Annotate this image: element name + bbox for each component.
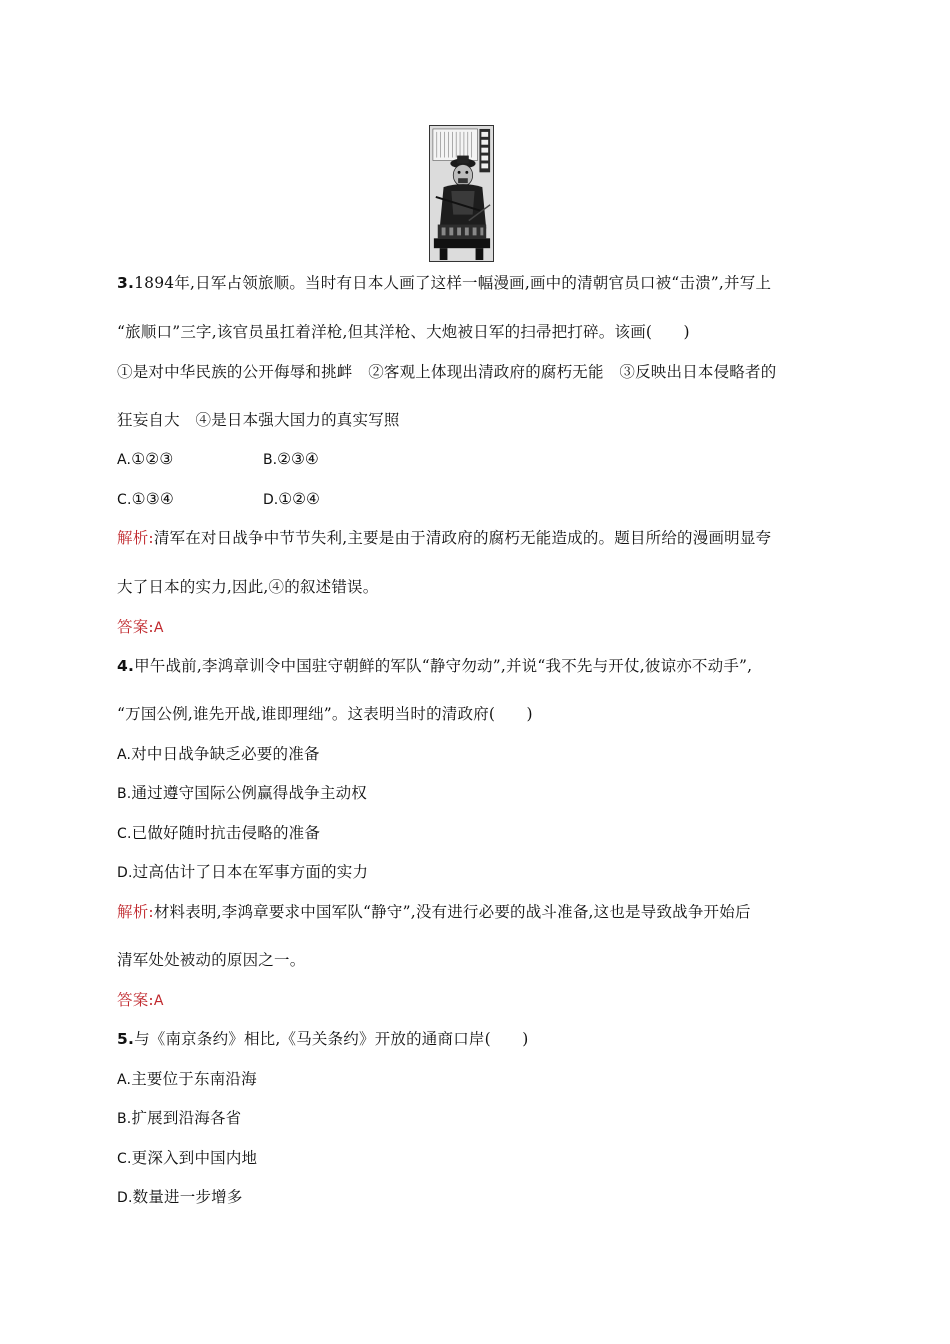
- q5-option-a: [117, 1069, 257, 1090]
- q3-stem-text1: 1894年,日军占领旅顺。当时有日本人画了这样一幅漫画,画中的清朝官员口被“击溃”,并写上: [134, 274, 772, 292]
- q4-stem-line2: “万国公例,谁先开战,谁即理绌”。这表明当时的清政府( ): [117, 705, 533, 723]
- q4-option-d-label: D.: [117, 865, 133, 881]
- q5-number: 5.: [117, 1030, 135, 1048]
- q5-option-b-text: 扩展到沿海各省: [131, 1109, 242, 1127]
- q3-option-d-label: D.: [263, 492, 279, 508]
- q3-option-d: [263, 489, 320, 510]
- q5-option-b: [117, 1108, 241, 1129]
- q5-option-c-text: 更深入到中国内地: [131, 1149, 258, 1167]
- q3-number: 3.: [117, 274, 135, 292]
- q4-option-d: [117, 862, 368, 883]
- q3-option-d-text: ①②④: [278, 490, 320, 508]
- q5-option-b-label: B.: [117, 1111, 132, 1127]
- q4-answer-value: A: [153, 993, 164, 1009]
- q4-option-b-label: B.: [117, 786, 132, 802]
- q3-stem-line1: [117, 273, 771, 293]
- q4-analysis-text1: 材料表明,李鸿章要求中国军队“静守”,没有进行必要的战斗准备,这也是导致战争开始后: [153, 903, 751, 921]
- q3-statements-line2: 狂妄自大 ④是日本强大国力的真实写照: [117, 411, 400, 429]
- q3-option-a-label: A.: [117, 452, 132, 468]
- q5-option-d-label: D.: [117, 1190, 133, 1206]
- q5-option-d-text: 数量进一步增多: [132, 1188, 243, 1206]
- q3-option-c-label: C.: [117, 492, 132, 508]
- q3-option-c-text: ①③④: [131, 490, 174, 508]
- q4-analysis-line2: 清军处处被动的原因之一。: [117, 951, 306, 969]
- q3-analysis-line1: [117, 528, 771, 548]
- q3-statements-line1: ①是对中华民族的公开侮辱和挑衅 ②客观上体现出清政府的腐朽无能 ③反映出日本侵略者的: [117, 363, 777, 381]
- q3-option-c: [117, 489, 174, 510]
- q4-option-c-text: 已做好随时抗击侵略的准备: [131, 824, 321, 842]
- q5-option-c-label: C.: [117, 1151, 132, 1167]
- q3-analysis-text1: 清军在对日战争中节节失利,主要是由于清政府的腐朽无能造成的。题目所给的漫画明显夸: [153, 529, 772, 547]
- q3-answer-label: 答案:: [117, 618, 154, 636]
- q4-stem-text1: 甲午战前,李鸿章训令中国驻守朝鲜的军队“静守勿动”,并说“我不先与开仗,彼谅亦不动手”,: [134, 657, 753, 675]
- q4-answer: [117, 990, 164, 1011]
- q5-option-a-label: A.: [117, 1072, 132, 1088]
- q3-answer-value: A: [153, 620, 164, 636]
- q3-stem-line2: “旅顺口”三字,该官员虽扛着洋枪,但其洋枪、大炮被日军的扫帚把打碎。该画( ): [117, 323, 690, 341]
- q3-option-b-text: ②③④: [277, 450, 319, 468]
- q4-stem-line1: [117, 656, 752, 676]
- q3-option-b: [263, 449, 319, 470]
- q3-option-b-label: B.: [263, 452, 278, 468]
- q5-option-a-text: 主要位于东南沿海: [131, 1070, 257, 1088]
- q5-option-d: [117, 1187, 243, 1208]
- q5-stem-line1: [117, 1029, 529, 1049]
- cartoon-drawing: [430, 126, 493, 261]
- q4-option-b-text: 通过遵守国际公例赢得战争主动权: [131, 784, 367, 802]
- q4-option-c-label: C.: [117, 826, 132, 842]
- q3-option-a: [117, 449, 173, 470]
- q5-stem-text1: 与《南京条约》相比,《马关条约》开放的通商口岸( ): [134, 1030, 529, 1048]
- q3-answer: [117, 617, 164, 638]
- q5-option-c: [117, 1148, 257, 1169]
- q4-option-c: [117, 823, 320, 844]
- q3-analysis-label: 解析:: [117, 529, 154, 547]
- q4-analysis-line1: [117, 902, 751, 922]
- q4-answer-label: 答案:: [117, 991, 154, 1009]
- q3-analysis-line2: 大了日本的实力,因此,④的叙述错误。: [117, 578, 379, 596]
- q4-option-a: [117, 744, 320, 765]
- q4-analysis-label: 解析:: [117, 903, 154, 921]
- q4-number: 4.: [117, 657, 135, 675]
- q3-option-a-text: ①②③: [131, 450, 174, 468]
- q4-option-a-text: 对中日战争缺乏必要的准备: [131, 745, 320, 763]
- q4-option-b: [117, 783, 367, 804]
- cartoon-illustration: [429, 125, 494, 262]
- q4-option-a-label: A.: [117, 747, 132, 763]
- q4-option-d-text: 过高估计了日本在军事方面的实力: [132, 863, 369, 881]
